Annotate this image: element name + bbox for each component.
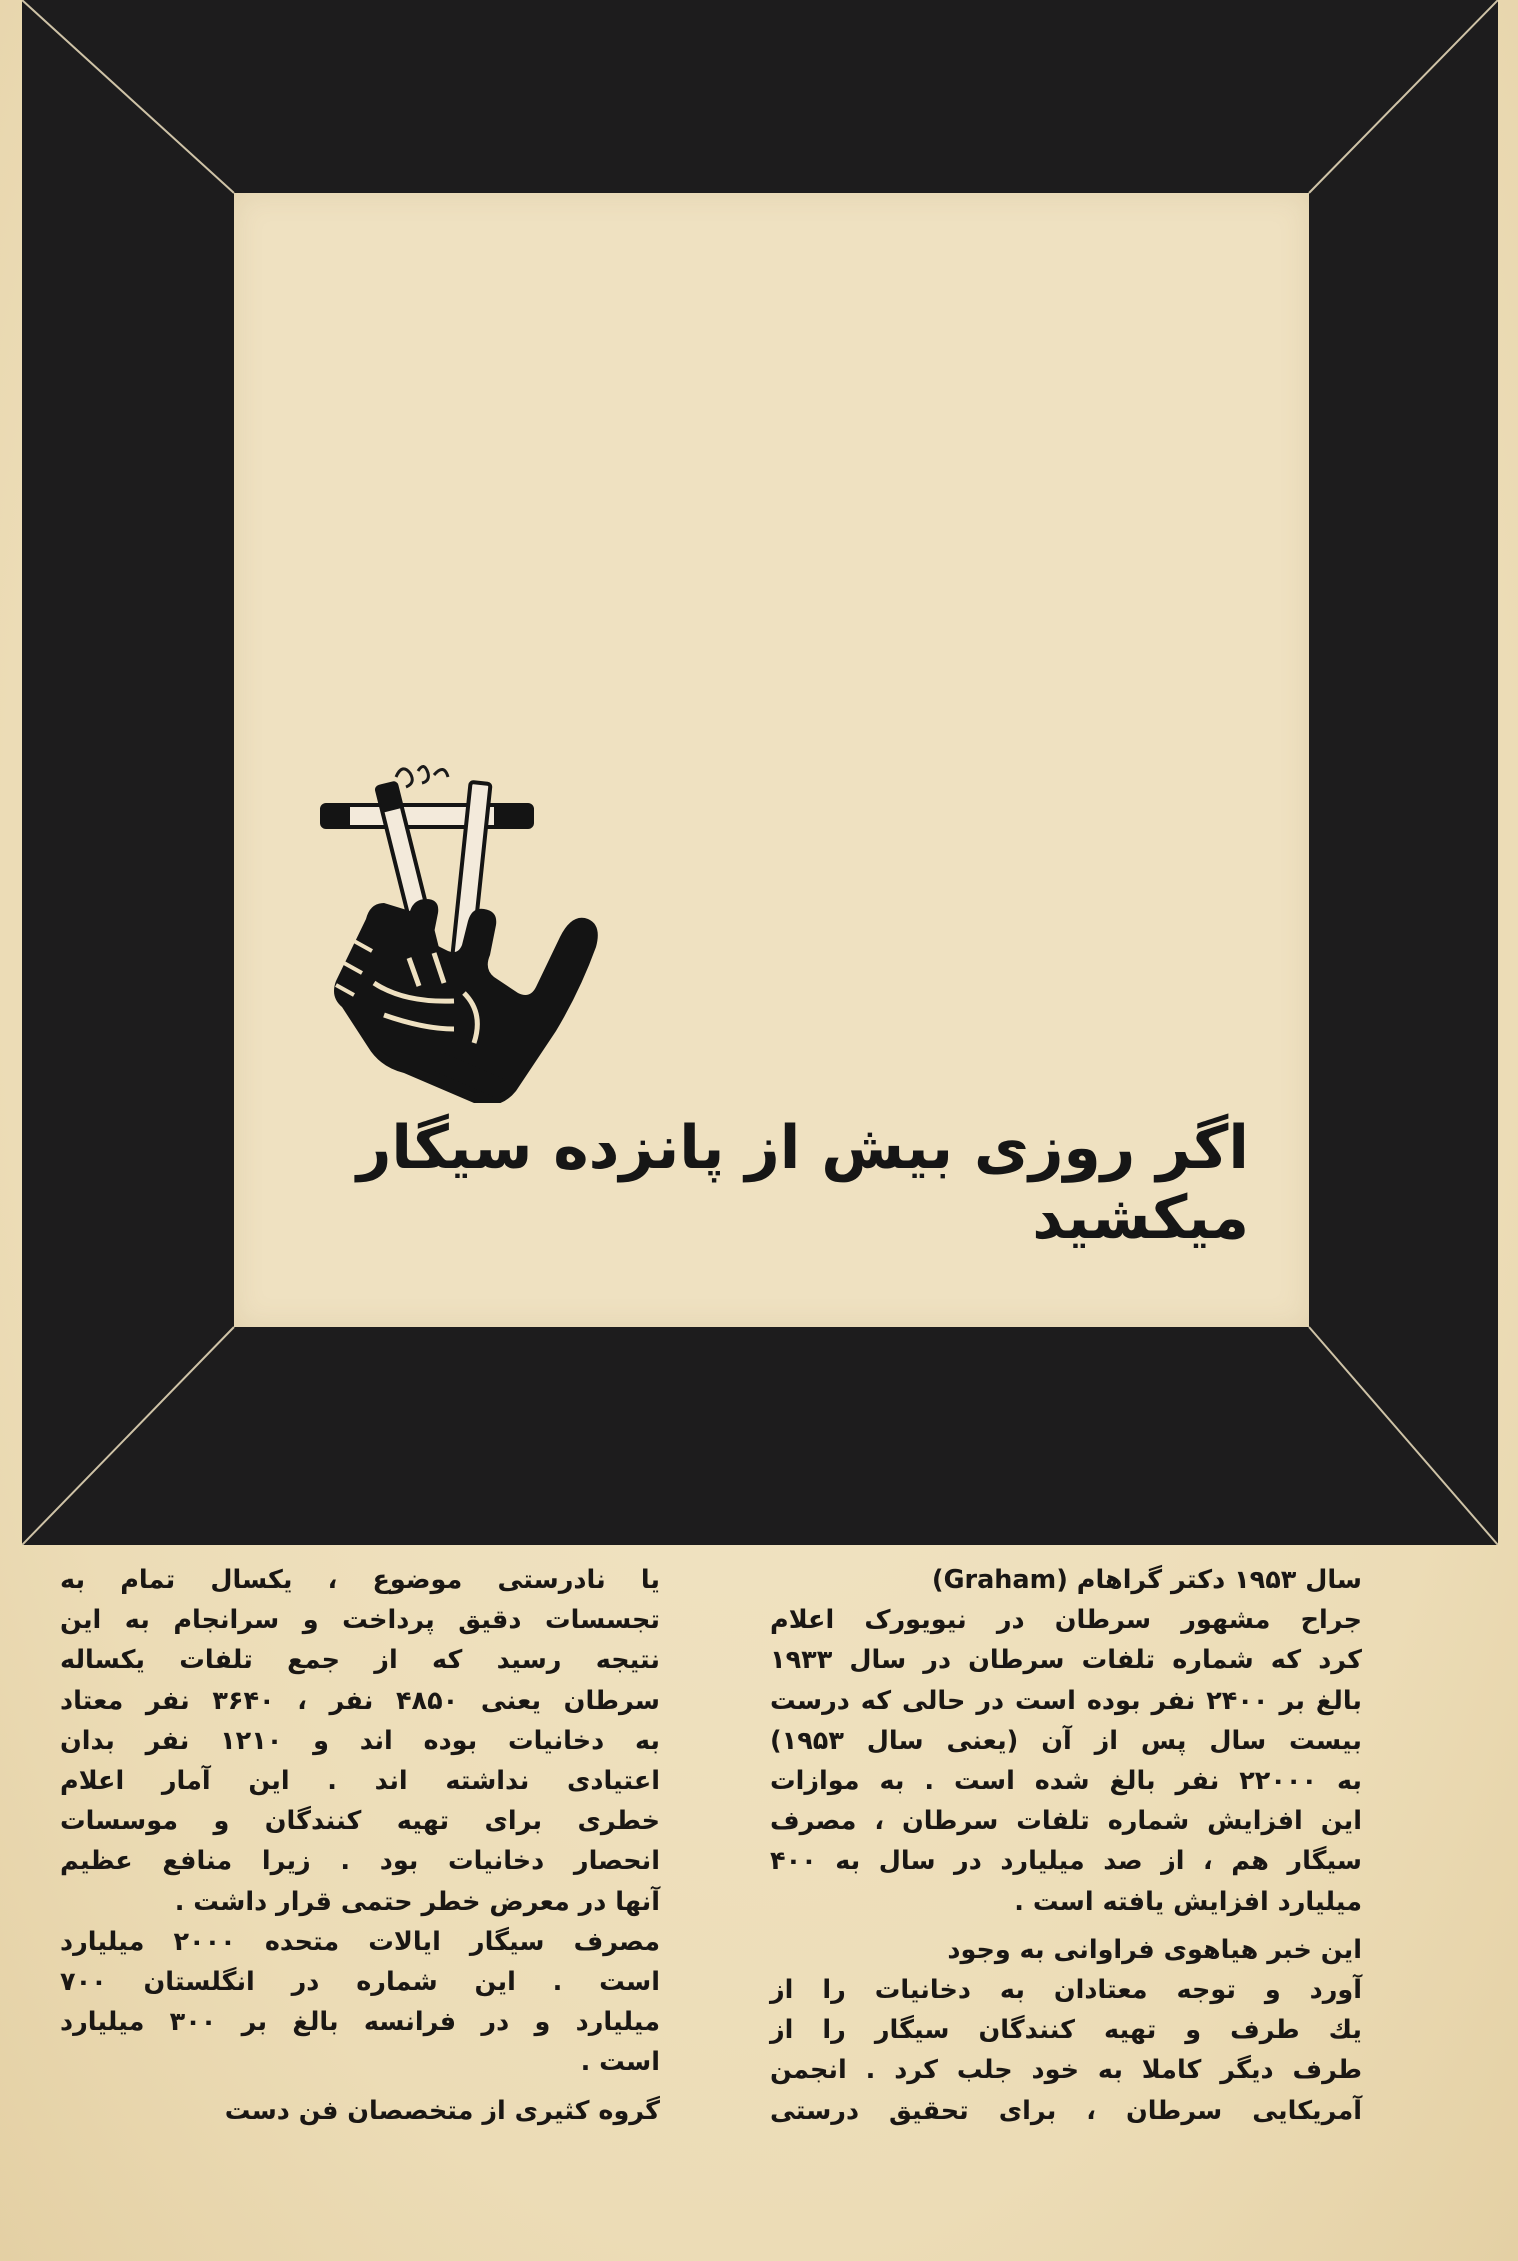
article-line: بالغ بر ۲۴۰۰ نفر بوده است در حالی که درست xyxy=(770,1685,1362,1716)
article-line: تجسسات دقیق پرداخت و سرانجام به این xyxy=(60,1605,660,1636)
article-line: انحصار دخانیات بود . زیرا منافع عظیم xyxy=(60,1846,660,1877)
article-line: آنها در معرض خطر حتمی قرار داشت . xyxy=(174,1886,660,1917)
article-line: میلیارد و در فرانسه بالغ بر ۳۰۰ میلیارد xyxy=(60,2007,660,2038)
article-line: آورد و توجه معتادان به دخانیات را از xyxy=(770,1975,1362,2006)
article-line: اعتیادی نداشته اند . این آمار اعلام xyxy=(60,1766,660,1797)
black-mourning-frame xyxy=(22,0,1498,1545)
poster-headline: اگر روزی بیش از پانزده سیگار میکشید xyxy=(356,1113,1249,1253)
article-line: سرطان یعنی ۴۸۵۰ نفر ، ۳۶۴۰ نفر معتاد xyxy=(60,1685,660,1716)
poster-panel xyxy=(234,193,1309,1327)
article-column-left xyxy=(60,1560,660,2131)
article-line: خطری برای تهیه کنندگان و موسسات xyxy=(60,1806,660,1837)
article-line: گروه کثیری از متخصصان فن دست xyxy=(224,2095,660,2126)
article-line: نتیجه رسید که از جمع تلفات یکساله xyxy=(60,1645,660,1676)
article-line: آمریکایی سرطان ، برای تحقیق درستی xyxy=(770,2095,1362,2126)
article-line: این افزایش شماره تلفات سرطان ، مصرف xyxy=(770,1806,1362,1837)
article-line: مصرف سیگار ایالات متحده ۲۰۰۰ میلیارد xyxy=(60,1926,661,1957)
article-line: سیگار هم ، از صد میلیارد در سال به ۴۰۰ xyxy=(770,1846,1362,1877)
article-line: است . این شماره در انگلستان ۷۰۰ xyxy=(60,1967,660,1998)
article-line: به ۲۲۰۰۰ نفر بالغ شده است . به موازات xyxy=(770,1766,1362,1797)
article-column-right xyxy=(770,1560,1362,2131)
article-line: یك طرف و تهیه کنندگان سیگار را از xyxy=(770,2015,1362,2046)
article-line: طرف دیگر کاملا به خود جلب کرد . انجمن xyxy=(770,2055,1362,2086)
article-line: بیست سال پس از آن (یعنی سال ۱۹۵۳) xyxy=(770,1725,1362,1756)
article-line: است . xyxy=(580,2047,660,2078)
article-line: میلیارد افزایش یافته است . xyxy=(1014,1886,1362,1917)
article-line: کرد که شماره تلفات سرطان در سال ۱۹۳۳ xyxy=(770,1645,1362,1676)
hand-holding-cigarettes-illustration xyxy=(314,753,614,1103)
article-line: سال ۱۹۵۳ دکتر گراهام (Graham) xyxy=(931,1565,1362,1595)
article-line: جراح مشهور سرطان در نیویورک اعلام xyxy=(770,1605,1362,1636)
article-line: یا نادرستی موضوع ، یکسال تمام به xyxy=(60,1565,660,1595)
article-line: این خبر هیاهوی فراوانی به وجود xyxy=(947,1934,1362,1965)
article-line: به دخانیات بوده اند و ۱۲۱۰ نفر بدان xyxy=(60,1725,660,1756)
